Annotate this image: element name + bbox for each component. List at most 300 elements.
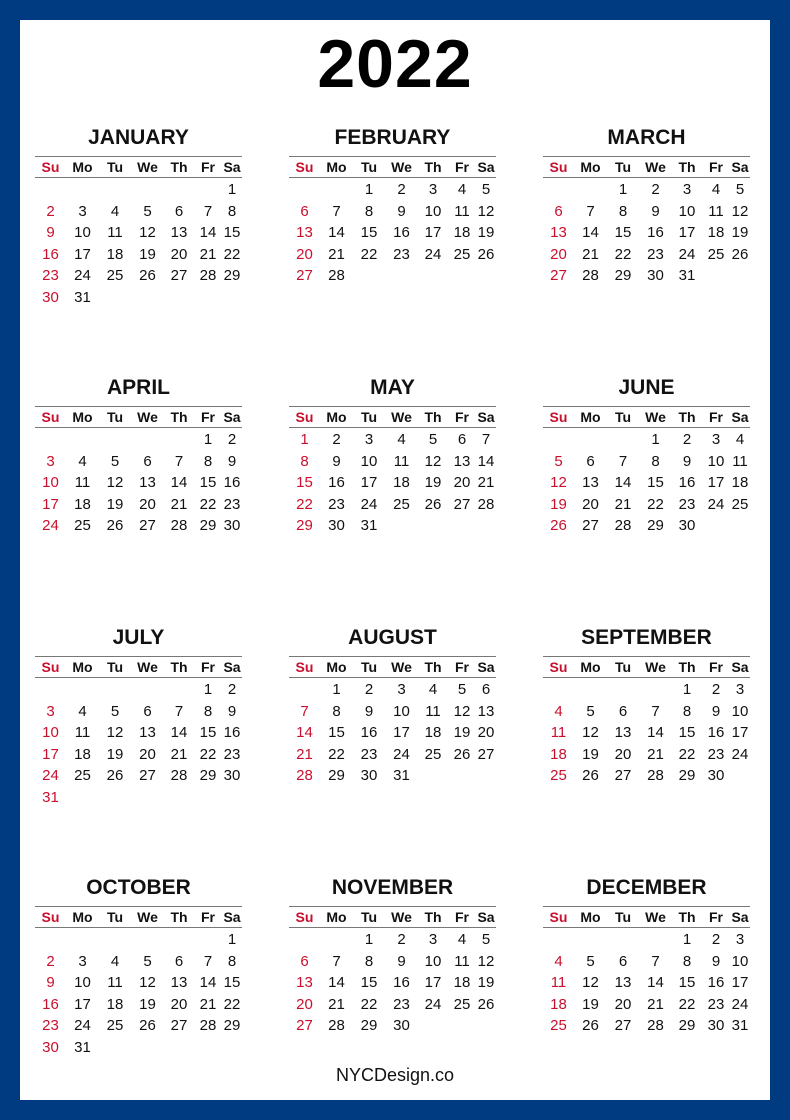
day-cell: 8 [300, 452, 309, 470]
day-cell: 21 [170, 745, 188, 763]
day-cell: 3 [78, 202, 87, 220]
day-cell: 13 [296, 974, 313, 991]
day-cell: 16 [223, 724, 241, 741]
day-cell: 3 [46, 702, 55, 720]
day-cell: 29 [296, 517, 313, 534]
month-grid [35, 656, 242, 808]
day-cell: 27 [170, 267, 188, 284]
day-cell: 5 [143, 202, 152, 220]
day-cell: 2 [682, 431, 692, 448]
day-cell: 13 [139, 474, 156, 491]
day-cell: 11 [454, 952, 470, 970]
weekday-header: Sa [730, 406, 750, 428]
weekday-header: Sa [476, 906, 496, 928]
day-cell: 26 [582, 767, 599, 784]
month-grid [35, 156, 242, 308]
weekday-header: Sa [476, 156, 496, 178]
day-cell: 17 [424, 974, 442, 991]
day-cell: 30 [42, 1038, 59, 1056]
day-cell: 10 [360, 452, 378, 470]
month-july [35, 620, 242, 808]
day-cell: 28 [647, 1017, 664, 1034]
day-cell: 14 [170, 474, 188, 491]
weekday-header: Fr [702, 156, 730, 178]
day-cell: 5 [735, 181, 745, 198]
empty-cell [289, 679, 320, 701]
day-cell: 24 [360, 495, 378, 513]
day-cell: 28 [582, 267, 599, 284]
day-cell: 24 [424, 995, 442, 1013]
day-cell: 10 [678, 202, 696, 220]
day-cell: 29 [199, 767, 217, 784]
day-cell: 4 [554, 702, 563, 720]
weekday-header: Su [543, 406, 574, 428]
day-cell: 10 [731, 952, 749, 970]
month-grid [543, 156, 750, 287]
day-cell: 11 [107, 974, 123, 991]
weekday-header: Sa [222, 156, 242, 178]
empty-cell [99, 179, 131, 201]
month-name: NOVEMBER [331, 876, 454, 899]
day-cell: 27 [296, 267, 313, 284]
weekday-header: We [131, 906, 164, 928]
day-cell: 31 [74, 288, 91, 306]
weekday-header: Sa [476, 406, 496, 428]
day-cell: 22 [678, 745, 696, 763]
day-cell: 20 [453, 474, 471, 491]
day-cell: 13 [170, 224, 188, 241]
day-cell: 3 [78, 952, 87, 970]
day-cell: 5 [110, 452, 120, 470]
day-cell: 5 [110, 702, 120, 720]
day-cell: 14 [582, 224, 599, 241]
day-cell: 29 [199, 517, 217, 534]
weekday-header: Tu [607, 406, 639, 428]
empty-cell [543, 429, 574, 451]
day-cell: 22 [360, 995, 378, 1013]
day-cell: 17 [731, 974, 749, 991]
day-cell: 31 [393, 767, 410, 784]
day-cell: 6 [586, 452, 595, 470]
day-cell: 8 [364, 202, 374, 220]
day-cell: 6 [300, 202, 309, 220]
month-grid [289, 906, 496, 1037]
day-cell: 6 [457, 431, 467, 448]
month-name: OCTOBER [86, 876, 191, 899]
day-cell: 12 [139, 224, 156, 241]
day-cell: 8 [203, 452, 213, 470]
weekday-header: Fr [448, 156, 476, 178]
empty-cell [574, 929, 607, 951]
day-cell: 1 [618, 181, 628, 198]
day-cell: 31 [678, 267, 696, 284]
day-cell: 13 [453, 452, 471, 470]
day-cell: 4 [397, 431, 406, 448]
day-cell: 26 [139, 267, 156, 284]
day-cell: 5 [481, 181, 491, 198]
empty-cell [194, 179, 222, 201]
day-cell: 26 [139, 1017, 156, 1034]
weekday-header: We [131, 406, 164, 428]
day-cell: 16 [707, 724, 725, 741]
day-cell: 29 [223, 267, 241, 284]
day-cell: 25 [453, 995, 471, 1013]
day-cell: 21 [296, 745, 313, 763]
weekday-header: Mo [320, 656, 353, 678]
weekday-header: Th [672, 906, 702, 928]
day-cell: 2 [711, 681, 721, 698]
year-title: 2022 [317, 26, 473, 102]
day-cell: 7 [481, 431, 491, 448]
day-cell: 24 [74, 267, 91, 284]
month-grid [35, 406, 242, 537]
weekday-header: Tu [607, 656, 639, 678]
empty-cell [164, 679, 194, 701]
day-cell: 16 [223, 474, 241, 491]
month-name: DECEMBER [586, 876, 707, 899]
day-cell: 16 [707, 974, 725, 991]
day-cell: 27 [296, 1017, 313, 1034]
day-cell: 4 [711, 181, 721, 198]
day-cell: 18 [106, 995, 124, 1013]
empty-cell [66, 679, 99, 701]
day-cell: 7 [203, 202, 213, 220]
day-cell: 31 [74, 1038, 91, 1056]
weekday-header: We [385, 656, 418, 678]
weekday-header: Fr [194, 156, 222, 178]
day-cell: 19 [582, 745, 599, 763]
day-cell: 7 [174, 452, 184, 470]
day-cell: 16 [328, 474, 345, 491]
day-cell: 14 [328, 224, 345, 241]
day-cell: 8 [618, 202, 628, 220]
day-cell: 12 [731, 202, 749, 220]
weekday-header: Su [35, 906, 66, 928]
weekday-header: Fr [194, 406, 222, 428]
day-cell: 6 [143, 702, 152, 720]
day-cell: 24 [42, 767, 59, 784]
empty-cell [35, 429, 66, 451]
day-cell: 5 [554, 452, 563, 470]
day-cell: 7 [332, 952, 341, 970]
empty-cell [639, 929, 672, 951]
weekday-header: Su [35, 156, 66, 178]
day-cell: 23 [360, 745, 378, 763]
day-cell: 20 [477, 724, 495, 741]
day-cell: 7 [203, 952, 213, 970]
weekday-header: Th [164, 156, 194, 178]
month-november [289, 870, 496, 1037]
empty-cell [543, 679, 574, 701]
day-cell: 20 [139, 495, 156, 513]
day-cell: 29 [328, 767, 345, 784]
day-cell: 9 [397, 202, 406, 220]
day-cell: 19 [477, 974, 495, 991]
day-cell: 22 [296, 495, 313, 513]
day-cell: 30 [223, 767, 241, 784]
weekday-header: Fr [448, 906, 476, 928]
day-cell: 5 [481, 931, 491, 948]
day-cell: 21 [328, 245, 345, 263]
day-cell: 4 [554, 952, 563, 970]
day-cell: 19 [106, 745, 124, 763]
day-cell: 4 [457, 181, 467, 198]
day-cell: 14 [170, 724, 188, 741]
day-cell: 16 [393, 974, 410, 991]
day-cell: 12 [453, 702, 471, 720]
month-grid [289, 156, 496, 287]
day-cell: 3 [682, 181, 692, 198]
weekday-header: Sa [730, 656, 750, 678]
empty-cell [35, 179, 66, 201]
day-cell: 30 [223, 517, 241, 534]
day-cell: 1 [227, 181, 237, 198]
day-cell: 19 [453, 724, 471, 741]
day-cell: 15 [647, 474, 664, 491]
month-april [35, 370, 242, 537]
footer-credit: NYCDesign.co [335, 1065, 455, 1085]
day-cell: 5 [586, 952, 595, 970]
day-cell: 14 [199, 224, 217, 241]
day-cell: 6 [174, 952, 184, 970]
day-cell: 3 [364, 431, 374, 448]
day-cell: 18 [453, 224, 471, 241]
day-cell: 1 [300, 431, 309, 448]
day-cell: 18 [731, 474, 749, 491]
weekday-header: Tu [353, 406, 385, 428]
day-cell: 4 [428, 681, 438, 698]
day-cell: 4 [78, 452, 87, 470]
weekday-header: Th [418, 906, 448, 928]
day-cell: 1 [332, 681, 341, 698]
day-cell: 25 [731, 495, 749, 513]
day-cell: 30 [393, 1017, 410, 1034]
weekday-header: Th [418, 656, 448, 678]
day-cell: 30 [328, 517, 345, 534]
day-cell: 3 [735, 931, 745, 948]
day-cell: 26 [731, 245, 749, 263]
day-cell: 25 [707, 245, 725, 263]
day-cell: 1 [682, 931, 692, 948]
day-cell: 16 [360, 724, 378, 741]
day-cell: 20 [139, 745, 156, 763]
month-name: MARCH [607, 126, 686, 149]
empty-cell [164, 179, 194, 201]
day-cell: 26 [550, 517, 567, 534]
empty-cell [574, 679, 607, 701]
day-cell: 7 [174, 702, 184, 720]
weekday-header: Tu [353, 906, 385, 928]
weekday-header: Th [418, 156, 448, 178]
day-cell: 25 [453, 245, 471, 263]
day-cell: 30 [707, 767, 725, 784]
day-cell: 3 [711, 431, 721, 448]
empty-cell [131, 679, 164, 701]
day-cell: 2 [46, 202, 55, 220]
day-cell: 1 [203, 431, 213, 448]
weekday-header: Fr [702, 656, 730, 678]
day-cell: 19 [477, 224, 495, 241]
day-cell: 16 [678, 474, 696, 491]
day-cell: 28 [477, 495, 495, 513]
empty-cell [131, 179, 164, 201]
day-cell: 11 [107, 224, 123, 241]
empty-cell [99, 429, 131, 451]
empty-cell [131, 429, 164, 451]
day-cell: 20 [614, 745, 632, 763]
day-cell: 17 [42, 745, 59, 763]
day-cell: 6 [143, 452, 152, 470]
day-cell: 17 [74, 245, 91, 263]
day-cell: 10 [42, 474, 59, 491]
weekday-header: Tu [99, 156, 131, 178]
day-cell: 23 [678, 495, 696, 513]
day-cell: 15 [223, 974, 241, 991]
day-cell: 11 [454, 202, 470, 220]
weekday-header: Fr [702, 906, 730, 928]
day-cell: 22 [199, 745, 217, 763]
day-cell: 15 [614, 224, 632, 241]
day-cell: 19 [106, 495, 124, 513]
weekday-header: We [639, 906, 672, 928]
day-cell: 27 [139, 517, 156, 534]
day-cell: 23 [223, 495, 241, 513]
day-cell: 5 [428, 431, 438, 448]
day-cell: 29 [678, 767, 696, 784]
day-cell: 15 [199, 474, 217, 491]
day-cell: 3 [428, 181, 438, 198]
day-cell: 2 [227, 431, 237, 448]
day-cell: 30 [647, 267, 664, 284]
weekday-header: Tu [99, 906, 131, 928]
day-cell: 5 [586, 702, 595, 720]
day-cell: 15 [296, 474, 313, 491]
weekday-header: Th [672, 156, 702, 178]
day-cell: 8 [651, 452, 660, 470]
weekday-header: Fr [448, 656, 476, 678]
empty-cell [639, 679, 672, 701]
day-cell: 18 [550, 995, 567, 1013]
day-cell: 12 [106, 724, 124, 741]
day-cell: 2 [397, 931, 406, 948]
day-cell: 3 [46, 452, 55, 470]
month-name: SEPTEMBER [581, 626, 712, 649]
day-cell: 2 [651, 181, 660, 198]
day-cell: 10 [393, 702, 410, 720]
day-cell: 10 [424, 952, 442, 970]
day-cell: 15 [199, 724, 217, 741]
day-cell: 13 [582, 474, 599, 491]
weekday-header: Tu [353, 156, 385, 178]
day-cell: 9 [46, 224, 55, 241]
weekday-header: Th [164, 906, 194, 928]
day-cell: 22 [614, 245, 632, 263]
day-cell: 24 [74, 1017, 91, 1034]
day-cell: 13 [550, 224, 567, 241]
day-cell: 1 [227, 931, 237, 948]
day-cell: 20 [170, 995, 188, 1013]
day-cell: 18 [74, 495, 91, 513]
day-cell: 21 [328, 995, 345, 1013]
day-cell: 26 [106, 767, 124, 784]
day-cell: 14 [614, 474, 632, 491]
day-cell: 11 [550, 974, 567, 991]
day-cell: 8 [227, 202, 237, 220]
day-cell: 11 [732, 452, 748, 470]
empty-cell [194, 929, 222, 951]
day-cell: 10 [74, 974, 91, 991]
weekday-header: Tu [99, 656, 131, 678]
day-cell: 30 [360, 767, 378, 784]
month-grid [543, 406, 750, 537]
weekday-header: Su [35, 656, 66, 678]
weekday-header: Fr [194, 656, 222, 678]
day-cell: 16 [647, 224, 664, 241]
day-cell: 13 [296, 224, 313, 241]
day-cell: 21 [170, 495, 188, 513]
day-cell: 9 [651, 202, 660, 220]
empty-cell [574, 179, 607, 201]
day-cell: 8 [682, 702, 692, 720]
day-cell: 18 [550, 745, 567, 763]
month-name: AUGUST [348, 626, 437, 649]
day-cell: 7 [300, 702, 309, 720]
day-cell: 28 [647, 767, 664, 784]
empty-cell [164, 429, 194, 451]
empty-cell [99, 679, 131, 701]
day-cell: 21 [199, 245, 217, 263]
day-cell: 10 [424, 202, 442, 220]
day-cell: 10 [42, 724, 59, 741]
day-cell: 28 [296, 767, 313, 784]
day-cell: 28 [614, 517, 632, 534]
day-cell: 9 [682, 452, 692, 470]
day-cell: 18 [424, 724, 442, 741]
month-may [289, 370, 496, 537]
month-grid [289, 656, 496, 787]
day-cell: 17 [360, 474, 378, 491]
weekday-header: Su [35, 406, 66, 428]
month-name: APRIL [107, 376, 170, 399]
day-cell: 25 [393, 495, 410, 513]
day-cell: 22 [223, 995, 241, 1013]
day-cell: 4 [78, 702, 87, 720]
day-cell: 8 [364, 952, 374, 970]
weekday-header: Mo [66, 656, 99, 678]
day-cell: 3 [428, 931, 438, 948]
day-cell: 17 [678, 224, 696, 241]
weekday-header: Mo [574, 406, 607, 428]
day-cell: 11 [425, 702, 441, 720]
day-cell: 6 [554, 202, 563, 220]
day-cell: 26 [477, 245, 495, 263]
weekday-header: Tu [607, 156, 639, 178]
day-cell: 15 [360, 974, 378, 991]
weekday-header: Mo [66, 156, 99, 178]
day-cell: 17 [42, 495, 59, 513]
day-cell: 22 [199, 495, 217, 513]
day-cell: 5 [457, 681, 467, 698]
month-grid [35, 906, 242, 1058]
day-cell: 21 [199, 995, 217, 1013]
day-cell: 18 [106, 245, 124, 263]
calendar-page [20, 20, 770, 1100]
day-cell: 20 [550, 245, 567, 263]
day-cell: 25 [74, 517, 91, 534]
day-cell: 24 [42, 517, 59, 534]
day-cell: 4 [110, 202, 120, 220]
day-cell: 12 [477, 952, 495, 970]
